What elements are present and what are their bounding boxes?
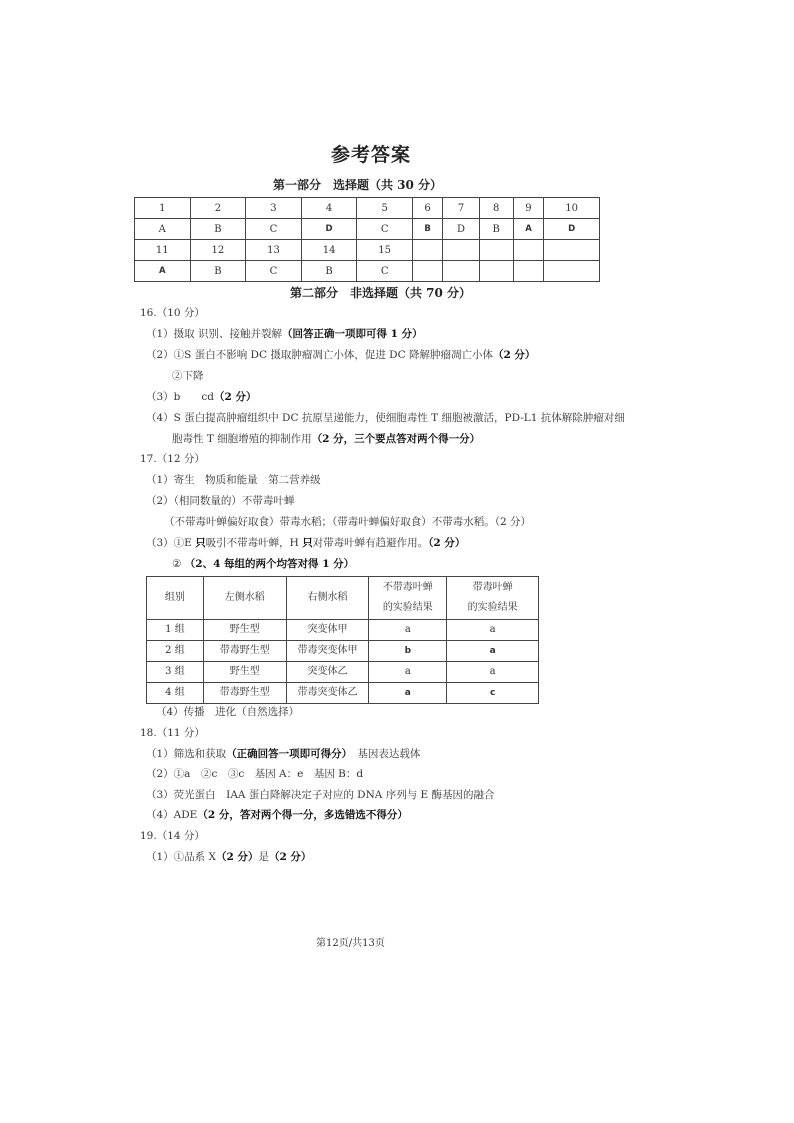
q19-answer-1-scoring2: （2 分） — [268, 851, 312, 863]
mc-number-cell: 11 — [135, 240, 191, 261]
mc-answer-cell: D — [301, 219, 357, 240]
q16-answer-2-text: （2）①S 蛋白不影响 DC 摄取肿瘤凋亡小体，促进 DC 降解肿瘤凋亡小体 — [146, 349, 493, 361]
q18-heading: 18.（11 分） — [140, 727, 205, 739]
mc-empty-cell — [544, 261, 600, 282]
q16-answer-2 — [146, 348, 535, 362]
cell-right: 带毒突变体乙 — [286, 683, 369, 704]
mc-answer-cell: C — [357, 219, 413, 240]
q18-answer-2: （2）①a ②c ③c 基因 A：e 基因 B：d — [146, 768, 364, 780]
q16-answer-1-text: （1）摄取 识别、接触并裂解 — [146, 328, 283, 340]
cell-viral: a — [447, 620, 539, 641]
q17-table-header — [147, 577, 539, 620]
cell-viral: a — [447, 662, 539, 683]
q17-answer-4: （4）传播 进化（自然选择） — [156, 706, 300, 718]
q17-heading: 17.（12 分） — [140, 453, 205, 465]
q16-answer-3 — [146, 390, 256, 404]
part2-heading: 第二部分 非选择题（共 70 分） — [290, 286, 472, 300]
q17-answer-3-sub-scoring: （2、4 每组的两个均答对得 1 分） — [184, 558, 355, 570]
cell-nonviral: b — [369, 641, 447, 662]
mc-number-cell: 5 — [357, 198, 413, 219]
mc-number-cell: 8 — [479, 198, 513, 219]
q19-heading: 19.（14 分） — [140, 830, 205, 842]
mc-number-cell: 12 — [190, 240, 246, 261]
mc-number-cell: 6 — [412, 198, 442, 219]
q19-answer-1-text2: 是 — [258, 851, 269, 863]
cell-left: 野生型 — [203, 620, 286, 641]
mc-empty-cell — [443, 240, 480, 261]
header-nonviral-line1: 不带毒叶蝉 — [382, 582, 433, 593]
q16-answer-4-cont — [172, 432, 480, 446]
q16-answer-4-text: 胞毒性 T 细胞增殖的抑制作用 — [172, 433, 312, 445]
q17-answer-3-sub-num: ② — [172, 558, 185, 570]
q19-answer-1 — [146, 850, 311, 864]
q16-answer-4-scoring: （2 分，三个要点答对两个得一分） — [311, 433, 481, 445]
mc-number-cell: 9 — [513, 198, 544, 219]
cell-nonviral: a — [369, 683, 447, 704]
cell-group: 4 组 — [147, 683, 204, 704]
mc-number-cell: 1 — [135, 198, 191, 219]
q18-answer-1-text: （1）筛选和获取 — [146, 748, 227, 760]
q17-answer-2: （2）（相同数量的）不带毒叶蝉 — [146, 495, 295, 507]
mc-answer-cell: A — [135, 219, 191, 240]
mc-answer-cell: B — [479, 219, 513, 240]
mc-empty-cell — [443, 261, 480, 282]
q18-answer-1-scoring: （正确回答一项即可得分） — [226, 748, 347, 760]
cell-right: 突变体乙 — [286, 662, 369, 683]
page-title: 参考答案 — [331, 144, 412, 166]
header-viral-line2: 的实验结果 — [467, 602, 518, 613]
cell-right: 带毒突变体甲 — [286, 641, 369, 662]
mc-answer-cell: B — [301, 261, 357, 282]
q16-answer-4: （4）S 蛋白提高肿瘤组织中 DC 抗原呈递能力，使细胞毒性 T 细胞被激活，PD-L1 抗体解除肿瘤对细 — [146, 412, 625, 424]
q16-answer-3-text: （3）b cd — [146, 391, 215, 403]
mc-number-row-2 — [135, 240, 600, 261]
table-row — [147, 662, 539, 683]
cell-group: 2 组 — [147, 641, 204, 662]
cell-nonviral: a — [369, 620, 447, 641]
q17-results-table — [146, 576, 539, 704]
cell-group: 1 组 — [147, 620, 204, 641]
q17-answer-3-emph: 只 — [302, 537, 313, 549]
header-viral-result — [447, 577, 539, 620]
mc-number-cell: 15 — [357, 240, 413, 261]
q18-answer-1 — [146, 747, 420, 761]
q19-answer-1-text: （1）①品系 X — [146, 851, 216, 863]
mc-empty-cell — [479, 261, 513, 282]
q17-answer-3-sub — [172, 557, 354, 571]
mc-number-cell: 2 — [190, 198, 246, 219]
cell-viral: a — [447, 641, 539, 662]
cell-left: 野生型 — [203, 662, 286, 683]
mc-number-cell: 7 — [443, 198, 480, 219]
q19-answer-1-scoring: （2 分） — [216, 851, 259, 863]
header-left-rice: 左侧水稻 — [203, 577, 286, 620]
q17-answer-3 — [146, 536, 465, 550]
mc-number-cell: 13 — [246, 240, 302, 261]
q16-answer-1 — [146, 327, 423, 341]
header-viral-line1: 带毒叶蝉 — [472, 582, 513, 593]
q16-answer-2-scoring: （2 分） — [492, 349, 536, 361]
q17-answer-3-part: 吸引不带毒叶蝉，H — [205, 537, 303, 549]
mc-empty-cell — [513, 261, 544, 282]
page-number: 第12页/共13页 — [316, 938, 385, 949]
q17-answer-3-part: 对带毒叶蝉有趋避作用。 — [312, 537, 429, 549]
header-right-rice: 右侧水稻 — [286, 577, 369, 620]
mc-answer-cell: C — [246, 261, 302, 282]
mc-answer-cell: B — [412, 219, 442, 240]
q16-answer-3-scoring: （2 分） — [214, 391, 257, 403]
table-row — [147, 683, 539, 704]
q18-answer-1-text2: 基因表达载体 — [346, 748, 421, 760]
mc-empty-cell — [544, 240, 600, 261]
mc-answer-row-1 — [135, 219, 600, 240]
header-nonviral-line2: 的实验结果 — [382, 602, 433, 613]
cell-right: 突变体甲 — [286, 620, 369, 641]
mc-answer-cell: B — [190, 261, 246, 282]
mc-answer-cell: B — [190, 219, 246, 240]
mc-empty-cell — [513, 240, 544, 261]
mc-number-row-1 — [135, 198, 600, 219]
mc-answer-cell: A — [135, 261, 191, 282]
q17-answer-1: （1）寄生 物质和能量 第二营养级 — [146, 474, 321, 486]
mc-answer-cell: D — [544, 219, 600, 240]
mc-empty-cell — [412, 240, 442, 261]
mc-answer-cell: C — [357, 261, 413, 282]
mc-empty-cell — [412, 261, 442, 282]
mc-answer-cell: D — [443, 219, 480, 240]
part1-heading: 第一部分 选择题（共 30 分） — [273, 178, 443, 192]
q16-heading: 16.（10 分） — [140, 307, 205, 319]
cell-group: 3 组 — [147, 662, 204, 683]
cell-viral: c — [447, 683, 539, 704]
q17-answer-3-part: （3）①E — [146, 537, 196, 549]
mc-number-cell: 3 — [246, 198, 302, 219]
q18-answer-3: （3）荧光蛋白 IAA 蛋白降解决定子对应的 DNA 序列与 E 酶基因的融合 — [146, 789, 495, 801]
header-group: 组别 — [147, 577, 204, 620]
mc-answer-cell: A — [513, 219, 544, 240]
q17-answer-3-emph: 只 — [195, 537, 206, 549]
cell-nonviral: a — [369, 662, 447, 683]
q17-answer-3-scoring: （2 分） — [428, 537, 466, 549]
cell-left: 带毒野生型 — [203, 683, 286, 704]
q17-answer-2-cont: （不带毒叶蝉偏好取食）带毒水稻；（带毒叶蝉偏好取食）不带毒水稻。（2 分） — [164, 516, 532, 528]
multiple-choice-answer-table — [134, 197, 600, 282]
q18-answer-4-text: （4）ADE — [146, 809, 198, 821]
header-nonviral-result — [369, 577, 447, 620]
mc-answer-row-2 — [135, 261, 600, 282]
mc-answer-cell: C — [246, 219, 302, 240]
mc-empty-cell — [479, 240, 513, 261]
cell-left: 带毒野生型 — [203, 641, 286, 662]
mc-number-cell: 4 — [301, 198, 357, 219]
table-row — [147, 620, 539, 641]
q18-answer-4-scoring: （2 分，答对两个得一分，多选错选不得分） — [197, 809, 408, 821]
q18-answer-4 — [146, 808, 408, 822]
mc-number-cell: 10 — [544, 198, 600, 219]
table-row — [147, 641, 539, 662]
q16-answer-1-scoring: （回答正确一项即可得 1 分） — [282, 328, 423, 340]
q16-answer-2-sub: ②下降 — [172, 370, 204, 382]
mc-number-cell: 14 — [301, 240, 357, 261]
